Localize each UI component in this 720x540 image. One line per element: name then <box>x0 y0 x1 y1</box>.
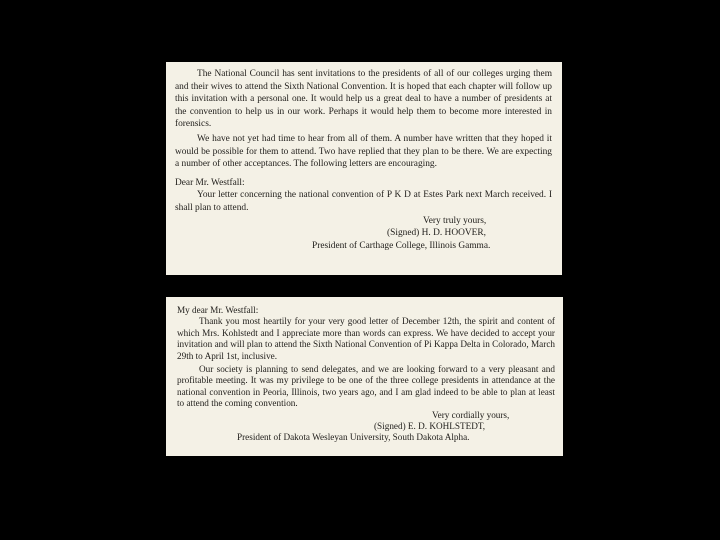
letter-signer-title: President of Carthage College, Illinois Gamma. <box>312 240 491 251</box>
letter-signature: (Signed) H. D. HOOVER, <box>387 228 486 239</box>
letter-signer-title: President of Dakota Wesleyan University, South Dakota Alpha. <box>237 432 470 443</box>
letter-closing: Very truly yours, <box>423 215 487 226</box>
intro-paragraph: The National Council has sent invitations to the presidents of all of our colleges urging them and their wives to attend the Sixth National Convention. It is hoped that each chapter will follow up this invitation with a personal one. It would help us a great deal to have a number of presidents at the convention to help us in our work. Perhaps it would help them to become more interested in forensics. <box>175 69 552 130</box>
newsletter-clipping-upper <box>166 62 562 275</box>
letter-closing: Very cordially yours, <box>432 409 510 420</box>
newsletter-clipping-lower <box>166 297 563 456</box>
letter-paragraph: Thank you most heartily for your very good letter of December 12th, the spirit and content of which Mrs. Kohlstedt and I appreciate more than words can express. We have decided to accept your invitation and will plan to attend the Sixth National Convention of Pi Kappa Delta in Colorado, March 29th to April 1st, inclusive. <box>177 316 555 361</box>
letter-signature: (Signed) E. D. KOHLSTEDT, <box>374 421 486 432</box>
letter-salutation: Dear Mr. Westfall: <box>175 177 245 188</box>
intro-paragraph: We have not yet had time to hear from all of them. A number have written that they hoped it would be possible for them to attend. Two have replied that they plan to be there. We are expecting a number of other acceptances. The following letters are encouraging. <box>175 133 552 170</box>
letter-salutation: My dear Mr. Westfall: <box>177 305 259 315</box>
letter-body: Your letter concerning the national convention of P K D at Estes Park next March received. I shall plan to attend. <box>175 190 552 213</box>
letter-paragraph: Our society is planning to send delegates, and we are looking forward to a very pleasant and profitable meeting. It was my privilege to be one of the three college presidents in attendance at the national convention in Peoria, Illinois, two years ago, and I am glad indeed to be able to plan at least to attend the coming convention. <box>177 364 555 409</box>
